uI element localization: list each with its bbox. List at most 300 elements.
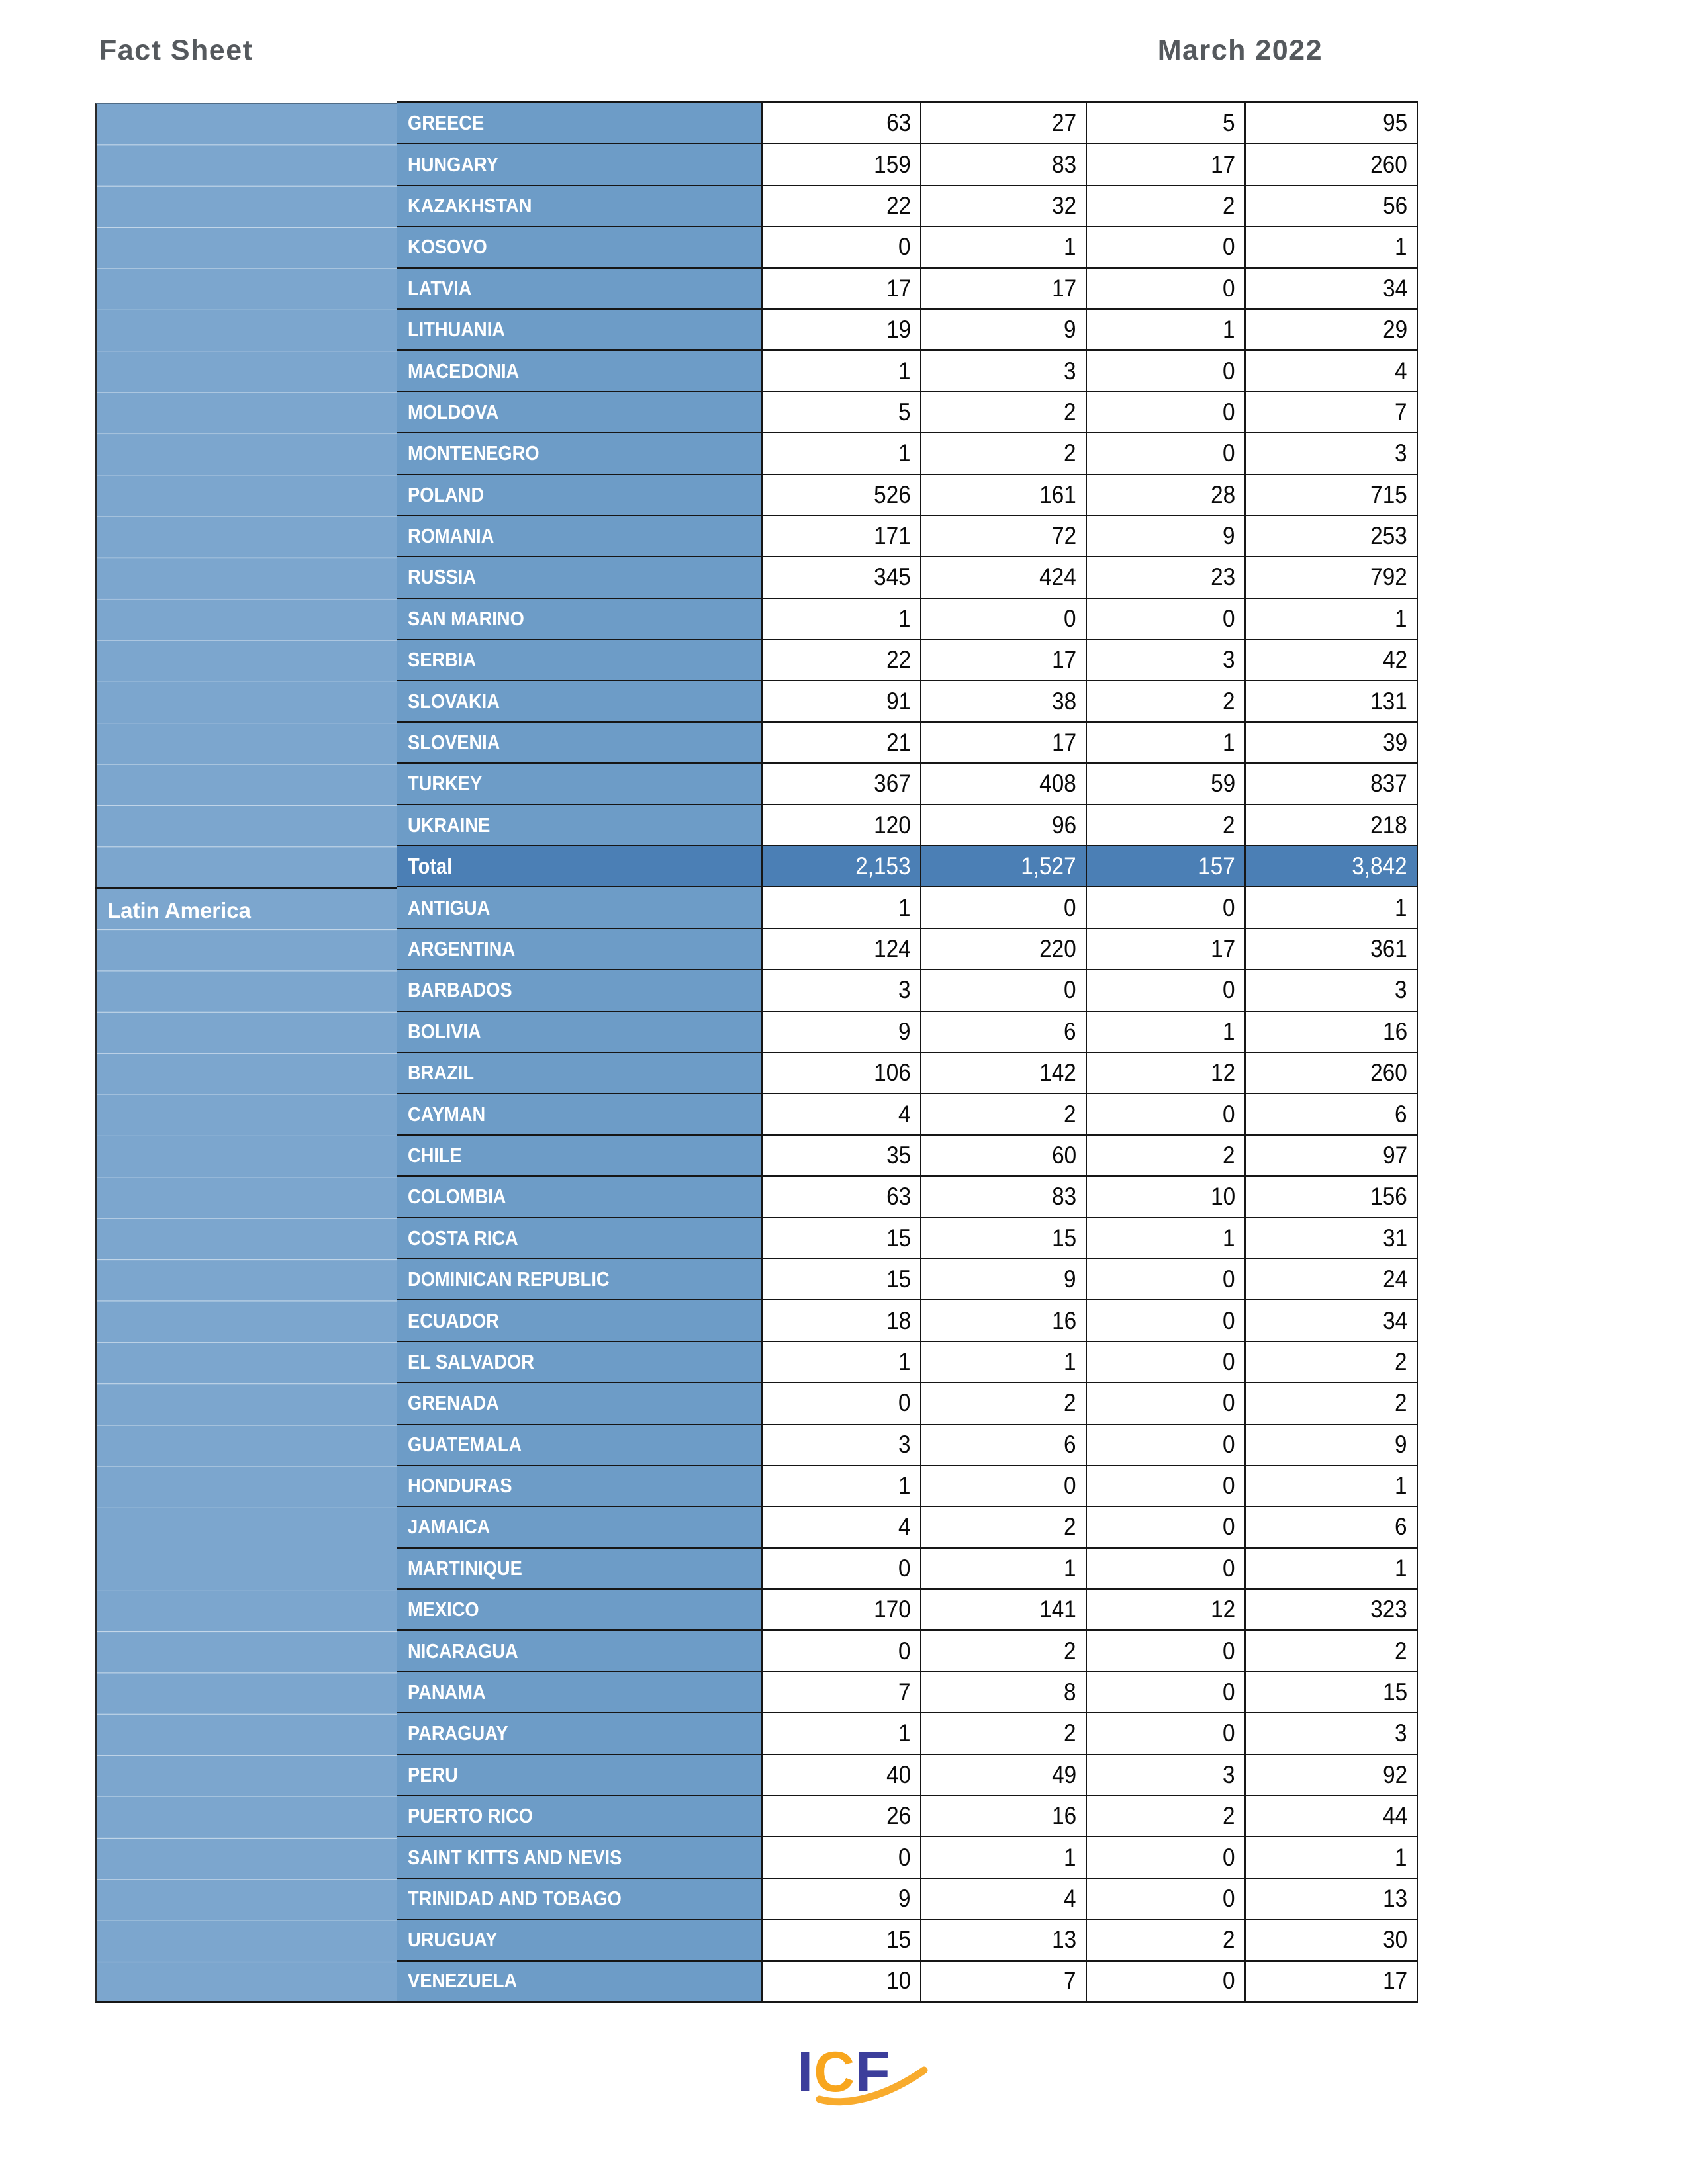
value-cell xyxy=(1244,764,1417,803)
total-row xyxy=(397,846,1417,887)
table-row xyxy=(397,1549,1417,1590)
country-cell xyxy=(397,764,761,803)
country-label: COSTA RICA xyxy=(408,1226,518,1250)
value-text: 1 xyxy=(898,1472,911,1500)
value-cell xyxy=(920,1177,1086,1216)
value-cell xyxy=(1086,1218,1244,1258)
value-text: 2 xyxy=(1223,191,1235,219)
value-cell xyxy=(920,1012,1086,1052)
country-label: PARAGUAY xyxy=(408,1721,508,1745)
table-row xyxy=(397,970,1417,1011)
value-text: 30 xyxy=(1382,1926,1407,1954)
country-label: CHILE xyxy=(408,1143,462,1167)
value-text: 367 xyxy=(874,770,911,797)
value-text: 260 xyxy=(1370,1059,1407,1087)
value-text: 3 xyxy=(1395,439,1407,467)
value-cell xyxy=(1086,103,1244,143)
icf-logo xyxy=(0,2040,1688,2116)
value-cell xyxy=(1244,1507,1417,1547)
table-row xyxy=(397,269,1417,310)
value-cell xyxy=(1244,1259,1417,1299)
value-cell xyxy=(1086,1755,1244,1795)
table-row xyxy=(397,1383,1417,1424)
value-text: 35 xyxy=(886,1141,911,1169)
country-label: NICARAGUA xyxy=(408,1639,518,1662)
value-cell xyxy=(920,227,1086,267)
value-cell xyxy=(761,516,920,556)
country-cell xyxy=(397,351,761,390)
value-text: 9 xyxy=(1223,522,1235,550)
value-cell xyxy=(761,1012,920,1052)
value-text: 6 xyxy=(1064,1430,1076,1458)
logo-letter-f: F xyxy=(855,2040,891,2104)
country-label: PERU xyxy=(408,1762,458,1786)
value-text: 0 xyxy=(1223,1884,1235,1912)
value-cell xyxy=(1086,516,1244,556)
value-text: 21 xyxy=(886,729,911,756)
value-cell xyxy=(1086,1549,1244,1588)
country-label: Total xyxy=(408,854,453,879)
value-text: 1 xyxy=(1395,893,1407,921)
value-cell xyxy=(920,1631,1086,1670)
value-cell xyxy=(1086,1300,1244,1340)
country-label: ECUADOR xyxy=(408,1308,499,1332)
value-text: 23 xyxy=(1210,563,1235,591)
value-cell xyxy=(920,1590,1086,1629)
value-cell xyxy=(1244,1136,1417,1175)
value-text: 18 xyxy=(886,1306,911,1334)
value-text: 0 xyxy=(898,1843,911,1871)
value-text: 91 xyxy=(886,687,911,715)
value-text: 17 xyxy=(1051,274,1076,302)
value-cell xyxy=(920,599,1086,639)
value-text: 17 xyxy=(1210,150,1235,178)
value-cell xyxy=(1244,1837,1417,1877)
table-row xyxy=(397,1507,1417,1548)
country-cell xyxy=(397,1053,761,1093)
value-text: 17 xyxy=(886,274,911,302)
value-cell xyxy=(1086,764,1244,803)
value-text: 9 xyxy=(1395,1430,1407,1458)
value-cell xyxy=(1086,1590,1244,1629)
value-text: 16 xyxy=(1051,1802,1076,1830)
value-text: 95 xyxy=(1382,109,1407,137)
table-row xyxy=(397,1300,1417,1342)
country-label: POLAND xyxy=(408,482,485,506)
value-cell xyxy=(920,557,1086,597)
value-cell xyxy=(1086,970,1244,1010)
value-text: 120 xyxy=(874,811,911,839)
table-row xyxy=(397,475,1417,516)
value-cell xyxy=(1086,433,1244,473)
country-label: COLOMBIA xyxy=(408,1185,506,1208)
value-cell xyxy=(1244,1466,1417,1506)
value-cell xyxy=(1244,1342,1417,1382)
value-text: 9 xyxy=(1064,1265,1076,1293)
value-cell xyxy=(761,1053,920,1093)
value-cell xyxy=(1086,310,1244,349)
value-text: 63 xyxy=(886,109,911,137)
value-cell xyxy=(1086,1879,1244,1919)
value-cell xyxy=(1244,103,1417,143)
country-label: ARGENTINA xyxy=(408,937,516,960)
value-cell xyxy=(761,227,920,267)
value-text: 42 xyxy=(1382,646,1407,674)
value-text: 156 xyxy=(1370,1183,1407,1210)
value-text: 1 xyxy=(1395,1554,1407,1582)
value-cell xyxy=(920,1053,1086,1093)
value-cell xyxy=(1086,1177,1244,1216)
value-cell xyxy=(761,1507,920,1547)
value-text: 10 xyxy=(886,1967,911,1995)
value-cell xyxy=(920,516,1086,556)
value-cell xyxy=(1086,392,1244,432)
value-text: 2 xyxy=(1064,1637,1076,1664)
value-text: 7 xyxy=(898,1678,911,1706)
value-cell xyxy=(1086,1259,1244,1299)
table-row xyxy=(397,1796,1417,1837)
value-text: 31 xyxy=(1382,1224,1407,1251)
value-cell xyxy=(761,1094,920,1134)
value-cell xyxy=(1244,392,1417,432)
country-label: LATVIA xyxy=(408,276,472,300)
value-cell xyxy=(1086,640,1244,680)
value-cell xyxy=(1244,1879,1417,1919)
value-cell xyxy=(1244,1962,1417,2001)
value-text: 0 xyxy=(1223,976,1235,1004)
value-text: 1 xyxy=(1223,1224,1235,1251)
table-row xyxy=(397,351,1417,392)
country-label: ANTIGUA xyxy=(408,895,491,919)
value-text: 1 xyxy=(898,439,911,467)
value-text: 0 xyxy=(898,233,911,261)
value-text: 1 xyxy=(1064,1347,1076,1375)
value-cell xyxy=(1244,227,1417,267)
table-row xyxy=(397,392,1417,433)
value-text: 0 xyxy=(1223,1100,1235,1128)
value-text: 7 xyxy=(1064,1967,1076,1995)
value-text: 15 xyxy=(1051,1224,1076,1251)
value-cell xyxy=(1086,557,1244,597)
table-row xyxy=(397,1713,1417,1754)
value-cell xyxy=(920,144,1086,184)
value-cell xyxy=(761,144,920,184)
value-text: 17 xyxy=(1382,1967,1407,1995)
value-cell xyxy=(1086,1796,1244,1836)
country-label: KAZAKHSTAN xyxy=(408,193,532,217)
value-cell xyxy=(1244,144,1417,184)
country-cell xyxy=(397,681,761,721)
country-cell xyxy=(397,1837,761,1877)
value-text: 16 xyxy=(1051,1306,1076,1334)
country-cell xyxy=(397,723,761,762)
value-text: 0 xyxy=(898,1554,911,1582)
value-text: 526 xyxy=(874,480,911,508)
value-cell xyxy=(761,103,920,143)
value-cell xyxy=(920,805,1086,845)
value-text: 0 xyxy=(1223,893,1235,921)
table-rows xyxy=(397,101,1418,2003)
value-cell xyxy=(920,1136,1086,1175)
table-row xyxy=(397,1259,1417,1300)
country-label: SERBIA xyxy=(408,648,477,672)
value-cell xyxy=(1244,1218,1417,1258)
value-cell xyxy=(920,310,1086,349)
value-text: 1 xyxy=(898,1347,911,1375)
value-cell xyxy=(1244,1053,1417,1093)
value-text: 157 xyxy=(1198,852,1235,880)
country-label: ROMANIA xyxy=(408,524,494,548)
value-cell xyxy=(1244,269,1417,308)
table-row xyxy=(397,887,1417,929)
value-cell xyxy=(1086,1053,1244,1093)
logo-letter-i: I xyxy=(797,2040,814,2104)
value-text: 361 xyxy=(1370,935,1407,962)
table-row xyxy=(397,1218,1417,1259)
value-cell xyxy=(761,1425,920,1465)
value-text: 34 xyxy=(1382,1306,1407,1334)
value-text: 0 xyxy=(1223,1843,1235,1871)
value-text: 0 xyxy=(1223,1472,1235,1500)
country-label: MARTINIQUE xyxy=(408,1556,522,1580)
table-row xyxy=(397,186,1417,227)
value-text: 6 xyxy=(1064,1017,1076,1045)
value-text: 17 xyxy=(1051,729,1076,756)
value-text: 4 xyxy=(898,1513,911,1541)
table-row xyxy=(397,805,1417,846)
value-cell xyxy=(1086,1012,1244,1052)
value-cell xyxy=(920,640,1086,680)
value-text: 22 xyxy=(886,646,911,674)
table-row xyxy=(397,1177,1417,1218)
value-text: 15 xyxy=(886,1265,911,1293)
value-cell xyxy=(761,1136,920,1175)
value-text: 0 xyxy=(1064,893,1076,921)
value-text: 3 xyxy=(1223,1760,1235,1788)
value-cell xyxy=(1086,805,1244,845)
value-cell xyxy=(1244,1713,1417,1753)
value-cell xyxy=(1244,970,1417,1010)
value-cell xyxy=(920,970,1086,1010)
value-text: 2 xyxy=(1064,1719,1076,1747)
value-text: 1 xyxy=(1223,1017,1235,1045)
country-cell xyxy=(397,1218,761,1258)
value-text: 15 xyxy=(886,1224,911,1251)
value-text: 1,527 xyxy=(1021,852,1076,880)
country-cell xyxy=(397,1507,761,1547)
value-cell xyxy=(761,310,920,349)
country-cell xyxy=(397,1177,761,1216)
value-text: 253 xyxy=(1370,522,1407,550)
value-text: 3 xyxy=(1064,357,1076,385)
value-text: 171 xyxy=(874,522,911,550)
value-text: 161 xyxy=(1039,480,1076,508)
value-text: 3 xyxy=(898,1430,911,1458)
country-cell xyxy=(397,144,761,184)
value-text: 2 xyxy=(1064,1513,1076,1541)
value-cell xyxy=(1086,1920,1244,1960)
value-text: 0 xyxy=(1223,1265,1235,1293)
country-label: KOSOVO xyxy=(408,235,487,259)
value-text: 39 xyxy=(1382,729,1407,756)
value-cell xyxy=(761,1259,920,1299)
value-cell xyxy=(1244,1094,1417,1134)
value-text: 2 xyxy=(1064,1389,1076,1417)
value-cell xyxy=(1086,1631,1244,1670)
value-cell xyxy=(1086,227,1244,267)
value-cell xyxy=(1244,1383,1417,1423)
value-cell xyxy=(920,1094,1086,1134)
value-text: 0 xyxy=(1223,1554,1235,1582)
value-cell xyxy=(920,1466,1086,1506)
country-cell xyxy=(397,1136,761,1175)
value-cell xyxy=(920,764,1086,803)
table-row xyxy=(397,1755,1417,1796)
table-row xyxy=(397,1094,1417,1135)
value-text: 0 xyxy=(1223,604,1235,632)
table-row xyxy=(397,433,1417,475)
value-cell xyxy=(920,392,1086,432)
value-text: 15 xyxy=(1382,1678,1407,1706)
country-cell xyxy=(397,599,761,639)
value-text: 22 xyxy=(886,191,911,219)
value-text: 59 xyxy=(1210,770,1235,797)
value-cell xyxy=(1244,1920,1417,1960)
country-cell xyxy=(397,929,761,969)
value-cell xyxy=(1086,1425,1244,1465)
country-label: TURKEY xyxy=(408,772,483,796)
value-text: 0 xyxy=(1223,274,1235,302)
value-text: 2 xyxy=(1223,1802,1235,1830)
country-cell xyxy=(397,392,761,432)
country-label: MOLDOVA xyxy=(408,400,499,424)
value-cell xyxy=(761,723,920,762)
country-label: LITHUANIA xyxy=(408,318,506,341)
value-cell xyxy=(1086,269,1244,308)
value-cell xyxy=(1244,887,1417,927)
country-label: VENEZUELA xyxy=(408,1969,518,1993)
value-cell xyxy=(920,1672,1086,1712)
value-text: 10 xyxy=(1210,1183,1235,1210)
value-text: 5 xyxy=(898,398,911,426)
value-text: 1 xyxy=(1395,1472,1407,1500)
value-text: 29 xyxy=(1382,316,1407,343)
value-text: 1 xyxy=(1395,604,1407,632)
value-text: 3 xyxy=(1223,646,1235,674)
country-cell xyxy=(397,805,761,845)
value-text: 0 xyxy=(1223,1513,1235,1541)
value-text: 0 xyxy=(1223,233,1235,261)
value-text: 2 xyxy=(1395,1347,1407,1375)
country-label: GREECE xyxy=(408,111,485,135)
country-label: DOMINICAN REPUBLIC xyxy=(408,1267,610,1291)
table-row xyxy=(397,723,1417,764)
value-text: 6 xyxy=(1395,1100,1407,1128)
value-text: 1 xyxy=(898,357,911,385)
value-cell xyxy=(920,1755,1086,1795)
country-label: URUGUAY xyxy=(408,1928,498,1952)
value-cell xyxy=(1086,929,1244,969)
value-cell xyxy=(1244,1590,1417,1629)
value-cell xyxy=(761,1920,920,1960)
value-text: 2 xyxy=(1395,1389,1407,1417)
value-cell xyxy=(1244,1177,1417,1216)
value-text: 60 xyxy=(1051,1141,1076,1169)
table-row xyxy=(397,640,1417,681)
value-text: 92 xyxy=(1382,1760,1407,1788)
value-cell xyxy=(761,433,920,473)
value-cell xyxy=(761,887,920,927)
value-cell xyxy=(1244,557,1417,597)
value-cell xyxy=(761,186,920,226)
value-cell xyxy=(761,1177,920,1216)
value-cell xyxy=(1086,1466,1244,1506)
value-cell xyxy=(920,1218,1086,1258)
value-cell xyxy=(1086,599,1244,639)
value-cell xyxy=(1086,1507,1244,1547)
table-row xyxy=(397,144,1417,185)
value-cell xyxy=(1244,1755,1417,1795)
value-cell xyxy=(1086,186,1244,226)
value-text: 6 xyxy=(1395,1513,1407,1541)
table-row xyxy=(397,599,1417,640)
value-text: 408 xyxy=(1039,770,1076,797)
value-text: 13 xyxy=(1382,1884,1407,1912)
value-cell xyxy=(1244,929,1417,969)
value-text: 0 xyxy=(1223,398,1235,426)
value-text: 63 xyxy=(886,1183,911,1210)
table-row xyxy=(397,1837,1417,1878)
country-label: MONTENEGRO xyxy=(408,441,539,465)
country-cell xyxy=(397,1672,761,1712)
value-text: 96 xyxy=(1051,811,1076,839)
value-cell xyxy=(761,764,920,803)
country-cell xyxy=(397,516,761,556)
value-cell xyxy=(920,929,1086,969)
table-row xyxy=(397,227,1417,268)
region-label: Latin America xyxy=(107,897,252,923)
value-text: 12 xyxy=(1210,1596,1235,1623)
value-cell xyxy=(761,1590,920,1629)
value-cell xyxy=(761,351,920,390)
value-cell xyxy=(761,1796,920,1836)
value-text: 2,153 xyxy=(855,852,911,880)
value-cell xyxy=(1244,1549,1417,1588)
country-cell xyxy=(397,1962,761,2001)
table-row xyxy=(397,1425,1417,1466)
table-row xyxy=(397,1920,1417,1961)
value-text: 0 xyxy=(1064,604,1076,632)
value-text: 72 xyxy=(1051,522,1076,550)
country-label: BARBADOS xyxy=(408,978,512,1002)
value-text: 3,842 xyxy=(1352,852,1407,880)
value-cell xyxy=(920,1342,1086,1382)
value-cell xyxy=(920,1879,1086,1919)
value-text: 345 xyxy=(874,563,911,591)
value-text: 1 xyxy=(1223,729,1235,756)
value-cell xyxy=(920,887,1086,927)
country-label: BOLIVIA xyxy=(408,1019,481,1043)
country-cell xyxy=(397,310,761,349)
country-cell xyxy=(397,1879,761,1919)
value-cell xyxy=(1244,1012,1417,1052)
value-text: 1 xyxy=(1064,1554,1076,1582)
value-text: 141 xyxy=(1039,1596,1076,1623)
value-cell xyxy=(1244,805,1417,845)
value-cell xyxy=(761,640,920,680)
country-cell xyxy=(397,1590,761,1629)
value-text: 1 xyxy=(898,893,911,921)
